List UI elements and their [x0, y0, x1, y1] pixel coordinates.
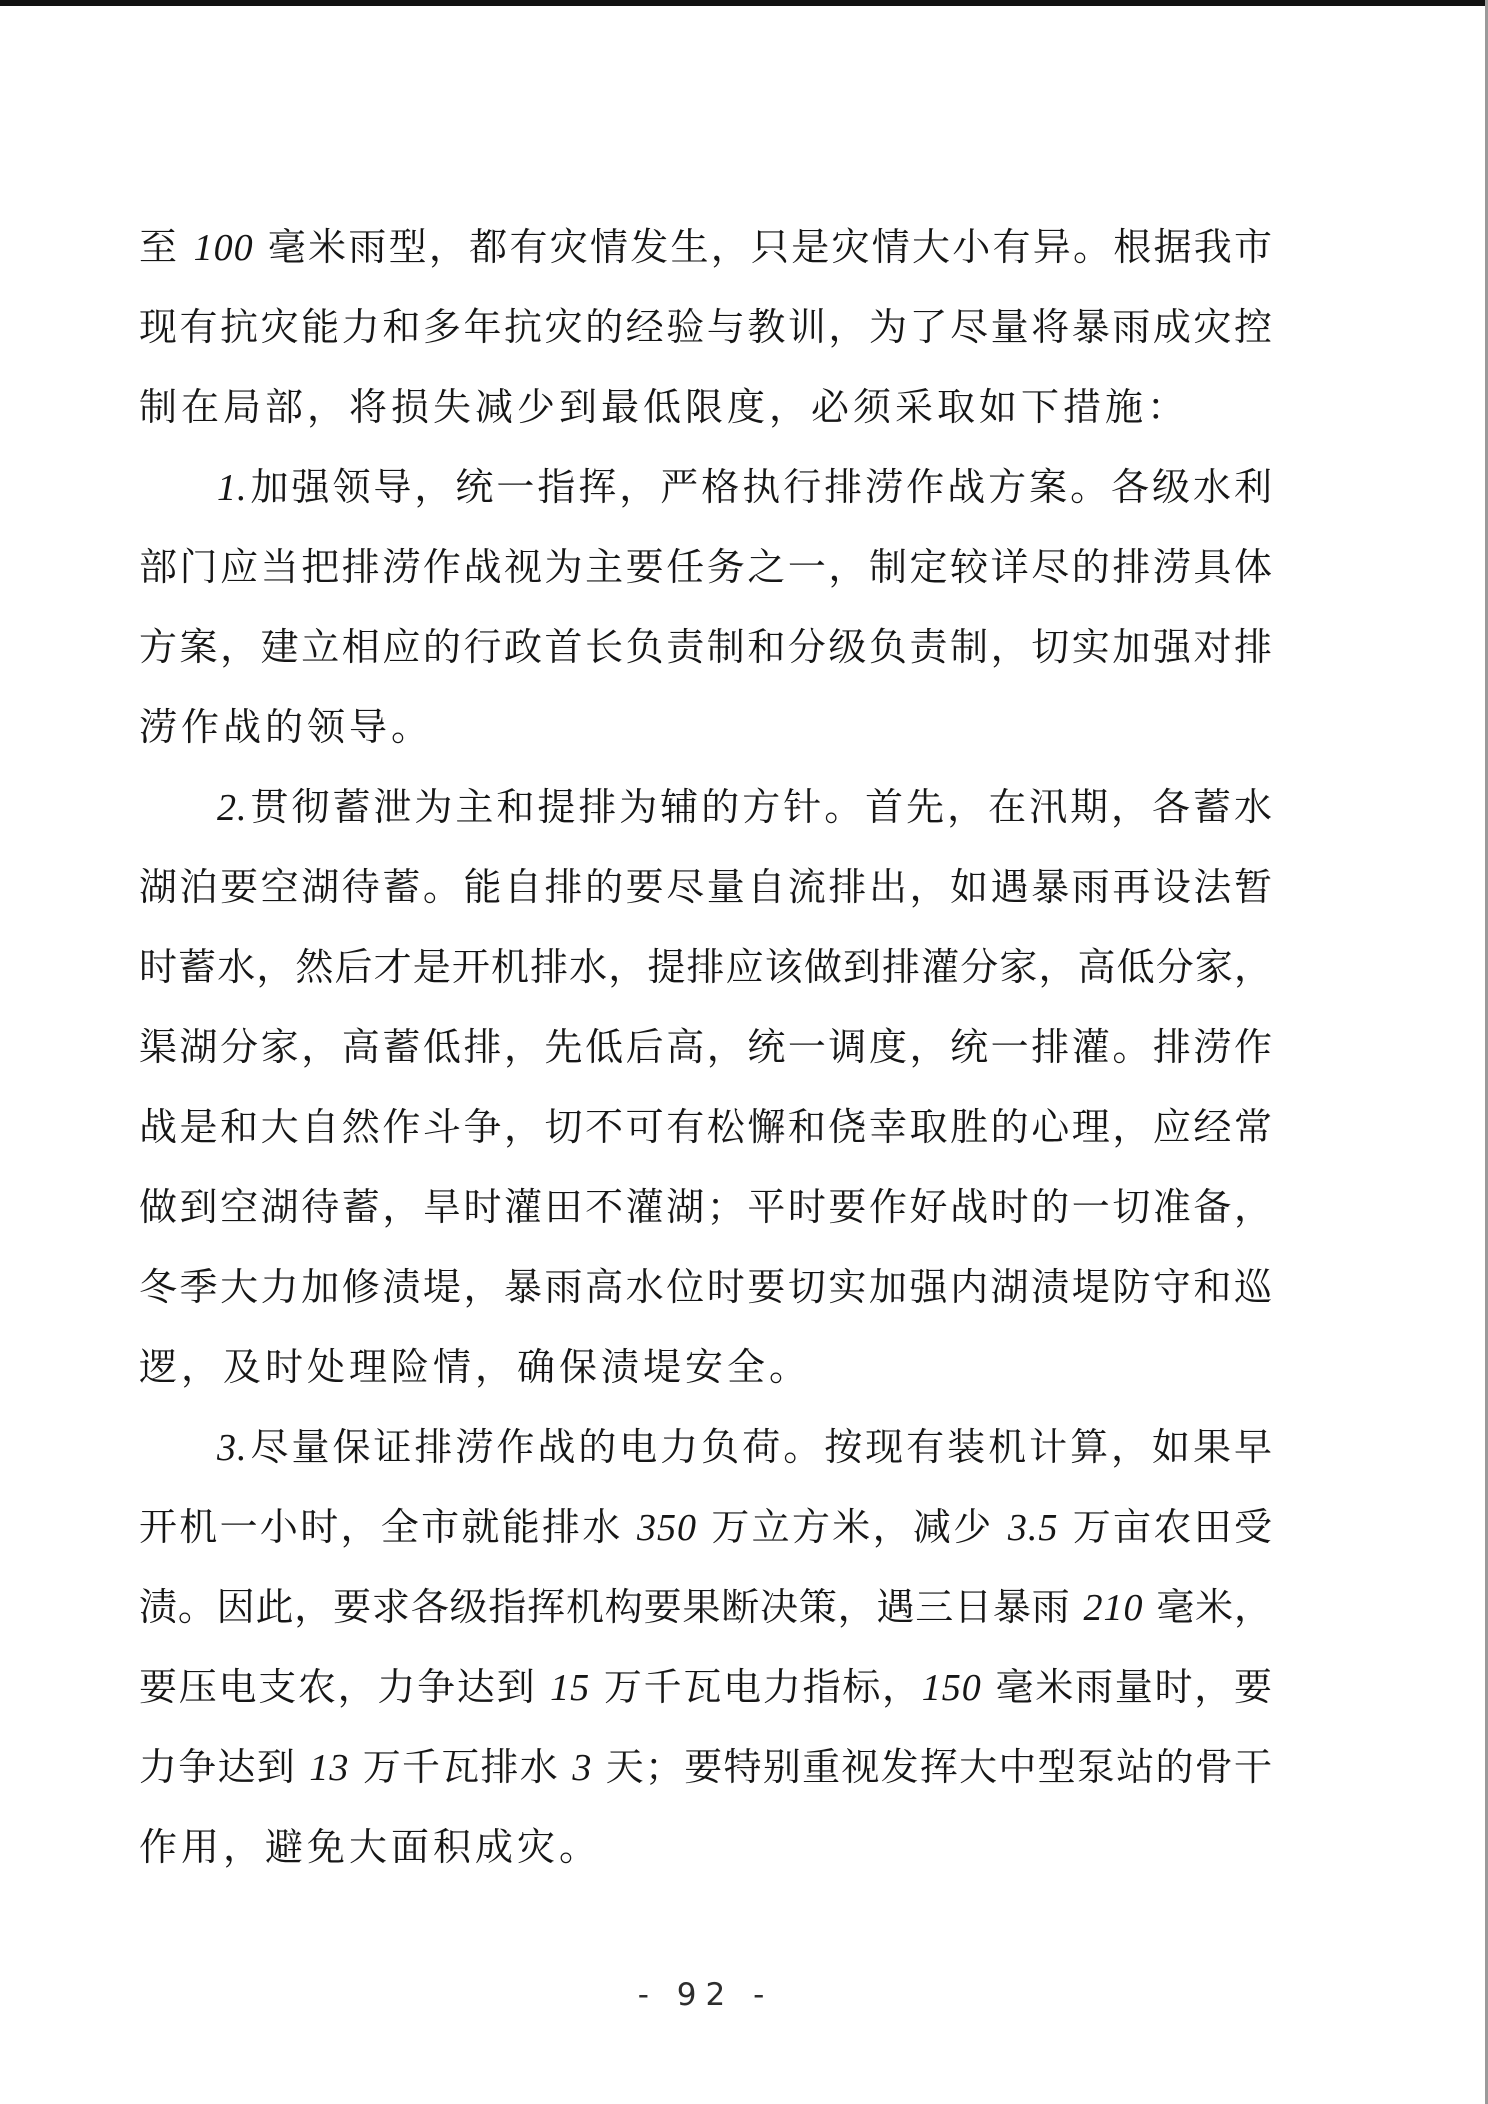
document-body — [139, 207, 1272, 1887]
text-line: 湖泊要空湖待蓄。能自排的要尽量自流排出，如遇暴雨再设法暂 — [139, 865, 1272, 909]
text-line: 至 100 毫米雨型，都有灾情发生，只是灾情大小有异。根据我市 — [139, 225, 1272, 269]
text-line: 时蓄水，然后才是开机排水，提排应该做到排灌分家，高低分家， — [139, 945, 1272, 989]
text-line: 方案，建立相应的行政首长负责制和分级负责制，切实加强对排 — [139, 625, 1272, 669]
text-line: 1.加强领导，统一指挥，严格执行排涝作战方案。各级水利 — [217, 465, 1272, 509]
text-line: 制在局部，将损失减少到最低限度，必须采取如下措施： — [139, 385, 1190, 429]
text-line: 力争达到 13 万千瓦排水 3 天；要特别重视发挥大中型泵站的骨干 — [139, 1745, 1272, 1789]
text-line: 2.贯彻蓄泄为主和提排为辅的方针。首先，在汛期，各蓄水 — [217, 785, 1272, 829]
text-line: 开机一小时，全市就能排水 350 万立方米，减少 3.5 万亩农田受 — [139, 1505, 1272, 1549]
text-line: 涝作战的领导。 — [139, 705, 434, 749]
text-line: 逻，及时处理险情，确保渍堤安全。 — [139, 1345, 812, 1389]
page-number: - 92 - — [637, 1977, 774, 2013]
top-window-edge — [0, 0, 1488, 6]
text-line: 渍。因此，要求各级指挥机构要果断决策，遇三日暴雨 210 毫米， — [139, 1585, 1272, 1629]
text-line: 要压电支农，力争达到 15 万千瓦电力指标，150 毫米雨量时，要 — [139, 1665, 1272, 1709]
text-line: 现有抗灾能力和多年抗灾的经验与教训，为了尽量将暴雨成灾控 — [139, 305, 1272, 349]
text-line: 部门应当把排涝作战视为主要任务之一，制定较详尽的排涝具体 — [139, 545, 1272, 589]
text-line: 3.尽量保证排涝作战的电力负荷。按现有装机计算，如果早 — [217, 1425, 1272, 1469]
text-line: 冬季大力加修渍堤，暴雨高水位时要切实加强内湖渍堤防守和巡 — [139, 1265, 1272, 1309]
text-line: 战是和大自然作斗争，切不可有松懈和侥幸取胜的心理，应经常 — [139, 1105, 1272, 1149]
text-line: 渠湖分家，高蓄低排，先低后高，统一调度，统一排灌。排涝作 — [139, 1025, 1272, 1069]
text-line: 做到空湖待蓄，旱时灌田不灌湖；平时要作好战时的一切准备， — [139, 1185, 1272, 1229]
text-line: 作用，避免大面积成灾。 — [139, 1825, 602, 1869]
